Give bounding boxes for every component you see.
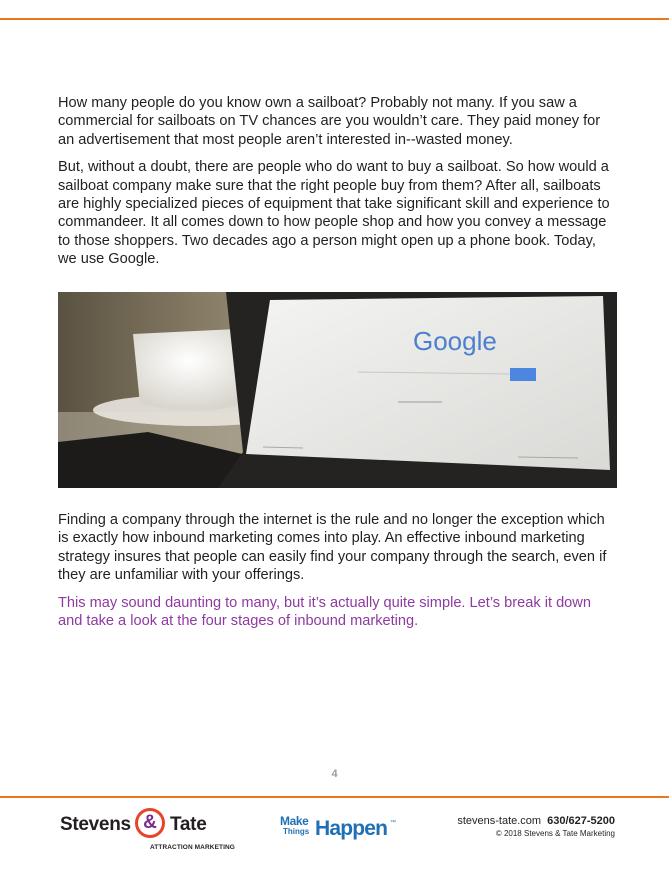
header-rule — [0, 18, 669, 20]
make-things-happen-slogan — [280, 814, 400, 844]
footer-rule — [0, 796, 669, 798]
paragraph: How many people do you know own a sailboat? Probably not many. If you saw a commercial for sailboats on TV chances are you wouldn’t care. They paid money for an advertisement that most people aren’t interested in--wasted money. — [58, 95, 601, 148]
logo-ampersand: & — [143, 812, 157, 833]
google-tablet-photo — [58, 292, 617, 488]
screen-google-logo: Google — [413, 326, 497, 356]
highlight-paragraph: This may sound daunting to many, but it’s actually quite simple. Let’s break it down and take a look at the four stages of inbound marketing. — [58, 594, 591, 630]
copyright: © 2018 Stevens & Tate Marketing — [495, 829, 615, 838]
slogan-things: Things — [283, 827, 310, 836]
paragraph: But, without a doubt, there are people who do want to buy a sailboat. So how would a sailboat company make sure that the right people buy from them? After all, sailboats are highly specialized pieces of equipment that take significant skill and experience to commandeer. It all comes down to how people shop and how you convey a message to those shoppers. Two decades ago a person might open up a phone book. Today, we use Google. — [58, 159, 610, 268]
body-text-top — [58, 94, 618, 278]
contact-info — [457, 815, 615, 838]
logo-tagline: ATTRACTION MARKETING — [150, 844, 235, 851]
paragraph: Finding a company through the internet is the rule and no longer the exception which is exactly how inbound marketing comes into play. An effective inbound marketing strategy insures that people can easily find your company through the search, even if they are unfamiliar with your offerings. — [58, 512, 607, 584]
slogan-trademark: ™ — [390, 820, 396, 826]
logo-word-tate: Tate — [170, 814, 207, 835]
slogan-make: Make — [280, 814, 309, 828]
phone-number: 630/627-5200 — [547, 815, 615, 827]
slogan-happen: Happen — [315, 817, 388, 840]
photo-illustration — [58, 292, 617, 488]
stevens-tate-logo — [60, 806, 235, 856]
body-text-bottom — [58, 511, 618, 639]
tablet-screen — [246, 296, 610, 470]
page-number: 4 — [331, 768, 338, 780]
logo-word-stevens: Stevens — [60, 814, 131, 835]
ampersand-badge-icon — [135, 808, 165, 838]
website-link[interactable]: stevens-tate.com — [457, 815, 542, 827]
